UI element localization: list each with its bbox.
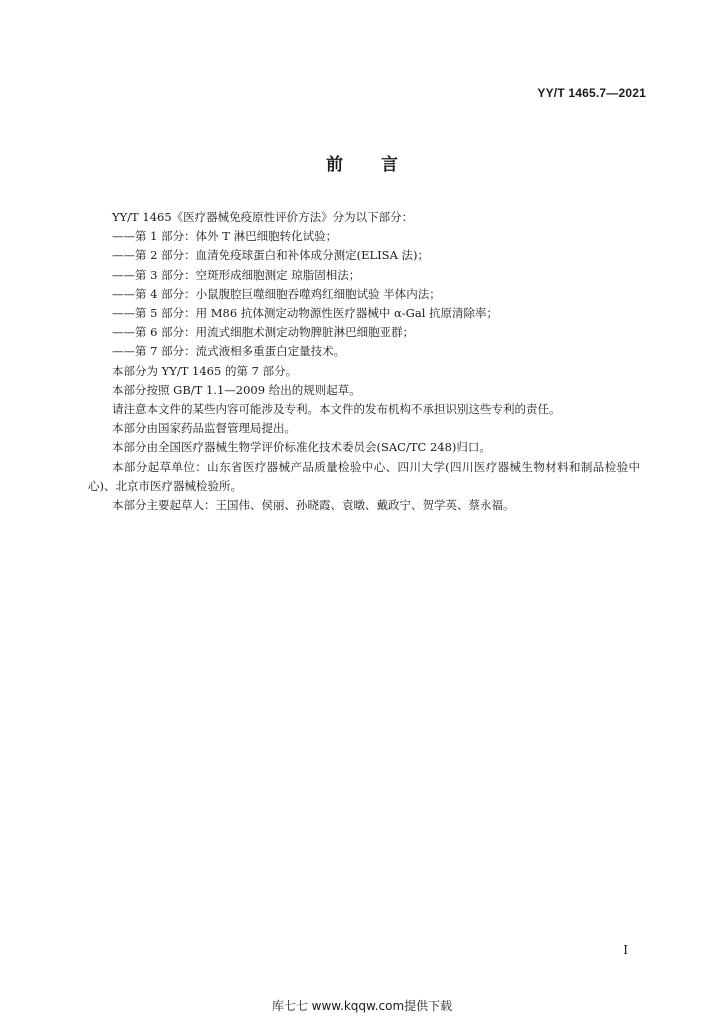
paragraph: 本部分主要起草人：王国伟、侯丽、孙晓霞、袁暾、戴政宁、贺学英、蔡永福。 <box>112 498 515 513</box>
page-title: 前言 <box>326 155 436 175</box>
paragraph: YY/T 1465《医疗器械免疫原性评价方法》分为以下部分： <box>112 210 414 224</box>
paragraph: 本部分由国家药品监督管理局提出。 <box>112 421 296 436</box>
list-item: ——第 6 部分：用流式细胞术测定动物脾脏淋巴细胞亚群； <box>112 325 415 340</box>
list-item: ——第 1 部分：体外 T 淋巴细胞转化试验； <box>112 229 338 244</box>
list-item: ——第 7 部分：流式液相多重蛋白定量技术。 <box>112 344 346 359</box>
standard-code: YY/T 1465.7—2021 <box>537 86 646 100</box>
footer-watermark: 库七七 www.kqqw.com提供下载 <box>271 999 453 1013</box>
body-text <box>88 208 640 515</box>
paragraph: 请注意本文件的某些内容可能涉及专利。本文件的发布机构不承担识别这些专利的责任。 <box>112 402 561 417</box>
list-item: ——第 4 部分：小鼠腹腔巨噬细胞吞噬鸡红细胞试验 半体内法； <box>112 286 441 301</box>
list-item: ——第 3 部分：空斑形成细胞测定 琼脂固相法； <box>112 267 361 282</box>
paragraph: 本部分起草单位：山东省医疗器械产品质量检验中心、四川大学(四川医疗器械生物材料和制品检验中心)、北京市医疗器械检验所。 <box>88 459 640 493</box>
paragraph: 本部分由全国医疗器械生物学评价标准化技术委员会(SAC/TC 248)归口。 <box>112 440 491 455</box>
paragraph: 本部分为 YY/T 1465 的第 7 部分。 <box>112 363 298 378</box>
page-number: I <box>623 943 628 957</box>
list-item: ——第 2 部分：血清免疫球蛋白和补体成分测定(ELISA 法)； <box>112 248 430 263</box>
list-item: ——第 5 部分：用 M86 抗体测定动物源性医疗器械中 α-Gal 抗原清除率； <box>112 306 499 321</box>
paragraph: 本部分按照 GB/T 1.1—2009 给出的规则起草。 <box>112 382 361 397</box>
